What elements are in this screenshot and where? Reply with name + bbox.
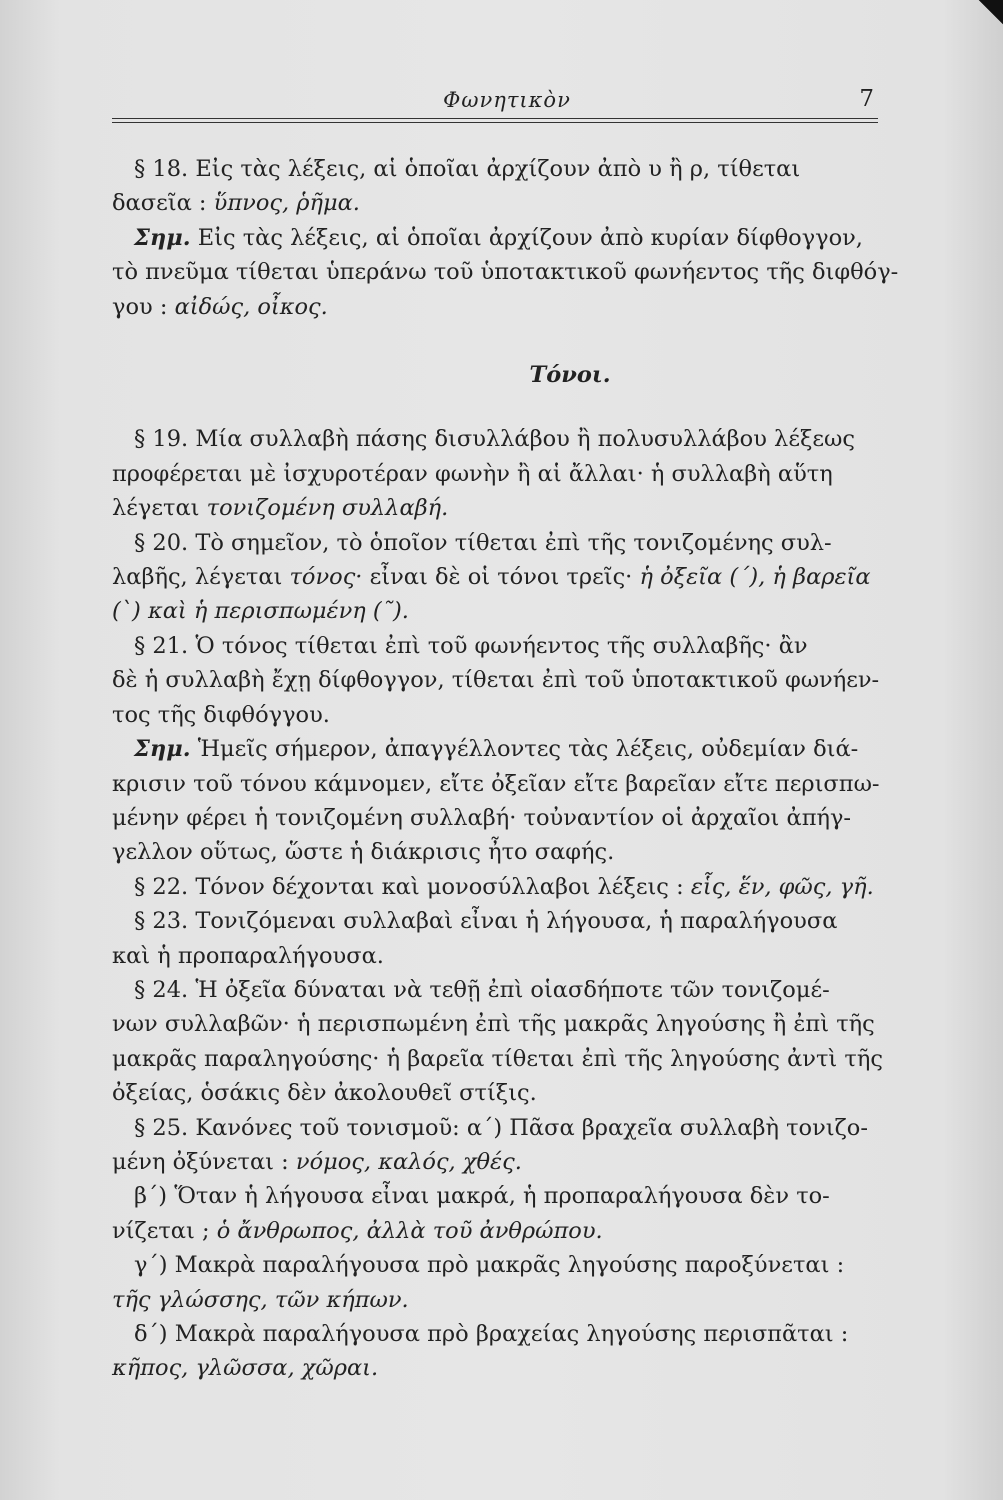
text-line: μακρᾶς παραληγούσης· ἡ βαρεῖα τίθεται ἐπὶ τῆς ληγούσης ἀντὶ τῆς: [112, 1045, 883, 1072]
text-line: β΄) Ὅταν ἡ λήγουσα εἶναι μακρά, ἡ προπαραλήγουσα δὲν το-: [134, 1183, 830, 1210]
text-line: λέγεται τονιζομένη συλλαβή.: [112, 495, 449, 522]
running-head: Φωνητικὸν: [443, 88, 571, 112]
text-line: [112, 594, 878, 628]
example-text: τῆς γλώσσης, τῶν κήπων.: [112, 1286, 409, 1313]
text-line: § 20. Τὸ σημεῖον, τὸ ὁποῖον τίθεται ἐπὶ τῆς τονιζομένης συλ-: [134, 529, 832, 556]
header-rule: [112, 118, 878, 119]
page-body: [112, 152, 899, 1386]
text-line: μένη ὀξύνεται : νόμος, καλός, χθές.: [112, 1148, 522, 1175]
text-line: κρισιν τοῦ τόνου κάμνομεν, εἴτε ὀξεῖαν εἴτε βαρεῖαν εἴτε περισπω-: [112, 770, 880, 797]
text-line: μένην φέρει ἡ τονιζομένη συλλαβή· τοὐναντίον οἱ ἀρχαῖοι ἀπήγ-: [112, 804, 852, 831]
text-line: γελλον οὕτως, ὥστε ἡ διάκρισις ἦτο σαφής.: [112, 839, 615, 866]
example-text: εἷς, ἕν, φῶς, γῆ.: [690, 873, 874, 900]
text-line: § 22. Τόνον δέχονται καὶ μονοσύλλαβοι λέξεις : εἷς, ἕν, φῶς, γῆ.: [134, 873, 874, 900]
text-line: [112, 1283, 878, 1317]
example-text: ὕπνος, ῥῆμα.: [213, 190, 360, 217]
text-line: § 23. Τονιζόμεναι συλλαβαὶ εἶναι ἡ λήγουσα, ἡ παραλήγουσα: [134, 908, 838, 935]
example-text: αἰδώς, οἶκος.: [174, 293, 328, 320]
section-heading: Τόνοι.: [529, 362, 611, 389]
text-line: τὸ πνεῦμα τίθεται ὑπεράνω τοῦ ὑποτακτικοῦ φωνήεντος τῆς διφθόγ-: [112, 259, 899, 286]
text-line: δὲ ἡ συλλαβὴ ἔχῃ δίφθογγον, τίθεται ἐπὶ τοῦ ὑποτακτικοῦ φωνήεν-: [112, 667, 880, 694]
text-line: § 25. Κανόνες τοῦ τονισμοῦ: α΄) Πᾶσα βραχεῖα συλλαβὴ τονιζο-: [134, 1114, 868, 1141]
example-text: ὁ ἄνθρωπος, ἀλλὰ τοῦ ἀνθρώπου.: [216, 1217, 603, 1244]
example-text: κῆπος, γλῶσσα, χῶραι.: [112, 1355, 379, 1382]
text-line: νίζεται ; ὁ ἄνθρωπος, ἀλλὰ τοῦ ἀνθρώπου.: [112, 1217, 603, 1244]
text-line: ὀξείας, ὁσάκις δὲν ἀκολουθεῖ στίξις.: [112, 1080, 537, 1107]
text-line: § 19. Μία συλλαβὴ πάσης δισυλλάβου ἢ πολυσυλλάβου λέξεως: [134, 426, 855, 453]
text-line: Σημ. Ἡμεῖς σήμερον, ἀπαγγέλλοντες τὰς λέξεις, οὐδεμίαν διά-: [134, 736, 859, 763]
term-text: τόνος·: [289, 564, 363, 591]
term-text: ἡ ὀξεῖα (΄), ἡ βαρεῖα: [639, 564, 871, 591]
text-line: προφέρεται μὲ ἰσχυροτέραν φωνὴν ἢ αἱ ἄλλαι· ἡ συλλαβὴ αὕτη: [112, 460, 833, 487]
text-line: καὶ ἡ προπαραλήγουσα.: [112, 942, 384, 969]
note-label: Σημ.: [134, 224, 191, 251]
text-line: δασεῖα : ὕπνος, ῥῆμα.: [112, 190, 360, 217]
example-text: νόμος, καλός, χθές.: [295, 1148, 522, 1175]
page-header: [112, 86, 878, 116]
text-line: δ΄) Μακρὰ παραλήγουσα πρὸ βραχείας ληγούσης περισπᾶται :: [134, 1321, 849, 1347]
text-line: [112, 1351, 878, 1385]
header-rule-thin: [112, 122, 878, 123]
text-line: Σημ. Εἰς τὰς λέξεις, αἱ ὁποῖαι ἀρχίζουν ἀπὸ κυρίαν δίφθογγον,: [134, 224, 863, 251]
text-line: λαβῆς, λέγεται τόνος· εἶναι δὲ οἱ τόνοι τρεῖς· ἡ ὀξεῖα (΄), ἡ βαρεῖα: [112, 564, 871, 591]
term-text: (`) καὶ ἡ περισπωμένη (῀).: [112, 598, 409, 625]
note-label: Σημ.: [134, 736, 191, 763]
text-line: § 24. Ἡ ὀξεῖα δύναται νὰ τεθῇ ἐπὶ οἱασδήποτε τῶν τονιζομέ-: [134, 976, 830, 1003]
text-line: γου : αἰδώς, οἶκος.: [112, 293, 328, 320]
term-text: τονιζομένη συλλαβή.: [206, 495, 449, 522]
page-number: 7: [859, 86, 874, 112]
text-line: § 21. Ὁ τόνος τίθεται ἐπὶ τοῦ φωνήεντος τῆς συλλαβῆς· ἂν: [134, 632, 808, 659]
text-line: τος τῆς διφθόγγου.: [112, 701, 330, 728]
page-corner-shadow: [973, 0, 1003, 30]
text-line: § 18. Εἰς τὰς λέξεις, αἱ ὁποῖαι ἀρχίζουν ἀπὸ υ ἢ ρ, τίθεται: [134, 156, 801, 182]
text-line: νων συλλαβῶν· ἡ περισπωμένη ἐπὶ τῆς μακρᾶς ληγούσης ἢ ἐπὶ τῆς: [112, 1011, 875, 1038]
text-line: γ΄) Μακρὰ παραλήγουσα πρὸ μακρᾶς ληγούσης παροξύνεται :: [134, 1252, 845, 1279]
